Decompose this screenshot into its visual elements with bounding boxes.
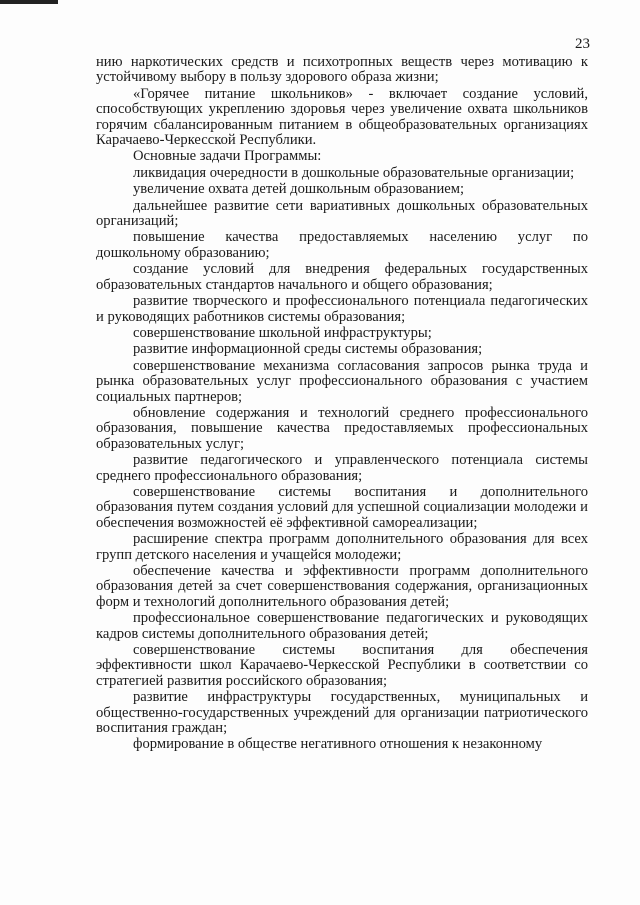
paragraph: Основные задачи Программы: [133,148,322,165]
body-text [96,55,588,754]
paragraph: нию наркотических средств и психотропных веществ через мотивацию к устойчивому выбору в пользу здорового образа жизни; [96,54,588,86]
paragraph: развитие педагогического и управленческого потенциала системы среднего профессионального образования; [96,452,588,484]
paragraph: обеспечение качества и эффективности программ дополнительного образования детей за счет совершенствования содержания, организационных форм и технологий дополнительного образования детей; [96,563,588,610]
paragraph: совершенствование школьной инфраструктуры; [133,324,432,341]
paragraph: совершенствование системы воспитания для обеспечения эффективности школ Карачаево-Черкесской Республики в соответствии со стратегией развития российского образования; [96,642,588,689]
paragraph: развитие информационной среды системы образования; [133,341,483,358]
paragraph: совершенствование системы воспитания и дополнительного образования путем создания условий для успешной социализации молодежи и обеспечения возможностей её эффективной самореализации; [96,483,588,531]
paragraph: дальнейшее развитие сети вариативных дошкольных образовательных организаций; [96,197,588,230]
paragraph: развитие инфраструктуры государственных, муниципальных и общественно-государственных учреждений для организации патриотического воспитания граждан; [96,689,588,737]
scan-corner-mark [0,0,58,4]
page-number: 23 [575,36,590,52]
paragraph: совершенствование механизма согласования запросов рынка труда и рынка образовательных услуг профессионального образования с участием социальных партнеров; [96,357,588,405]
paragraph: профессиональное совершенствование педагогических и руководящих кадров системы дополнительного образования детей; [96,610,588,642]
paragraph: развитие творческого и профессионального потенциала педагогических и руководящих работников системы образования; [96,293,588,325]
paragraph: «Горячее питание школьников» - включает создание условий, способствующих укреплению здоровья через увеличение охвата школьников горячим сбалансированным питанием в общеобразовательных организациях Карачаево-Черкесской Республики. [96,85,588,149]
paragraph: обновление содержания и технологий среднего профессионального образования, повышение качества предоставляемых профессиональных образовательных услуг; [96,404,588,452]
paragraph: расширение спектра программ дополнительного образования для всех групп детского населения и учащейся молодежи; [96,531,588,563]
paragraph: повышение качества предоставляемых населению услуг по дошкольному образованию; [96,229,588,261]
paragraph: формирование в обществе негативного отношения к незаконному [133,736,543,753]
paragraph: увеличение охвата детей дошкольным образованием; [133,181,465,198]
paragraph: создание условий для внедрения федеральных государственных образовательных стандартов начального и общего образования; [96,261,588,293]
paragraph: ликвидация очередности в дошкольные образовательные организации; [133,164,575,181]
